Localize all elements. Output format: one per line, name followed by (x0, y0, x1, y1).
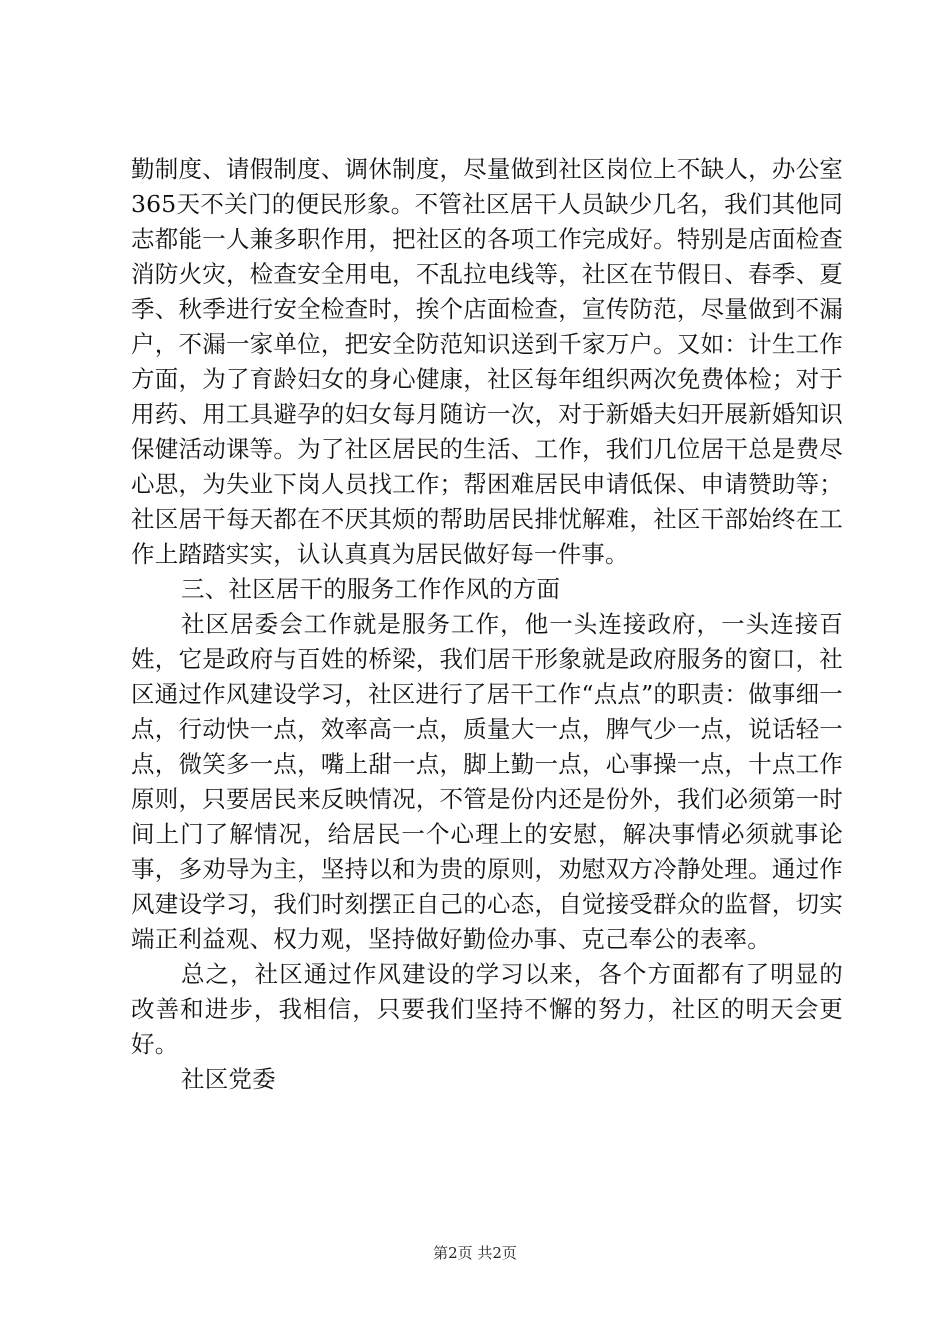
paragraph-service-style: 社区居委会工作就是服务工作，他一头连接政府，一头连接百姓，它是政府与百姓的桥梁，我们居干形象就是政府服务的窗口，社区通过作风建设学习，社区进行了居干工作“点点”的职责：做事细一点，行动快一点，效率高一点，质量大一点，脾气少一点，说话轻一点，微笑多一点，嘴上甜一点，脚上勤一点，心事操一点，十点工作原则，只要居民来反映情况，不管是份内还是份外，我们必须第一时间上门了解情况，给居民一个心理上的安慰，解决事情必须就事论事，多劝导为主，坚持以和为贵的原则，劝慰双方冷静处理。通过作风建设学习，我们时刻摆正自己的心态，自觉接受群众的监督，切实端正利益观、权力观，坚持做好勤俭办事、克己奉公的表率。 (131, 610, 843, 953)
section-heading: 三、社区居干的服务工作作风的方面 (181, 575, 561, 603)
signature: 社区党委 (181, 1065, 276, 1093)
page-indicator: 第2页 共2页 (433, 1244, 517, 1262)
paragraph-continued: 勤制度、请假制度、调休制度，尽量做到社区岗位上不缺人，办公室365天不关门的便民形象。不管社区居干人员缺少几名，我们其他同志都能一人兼多职作用，把社区的各项工作完成好。特别是店面检查消防火灾，检查安全用电，不乱拉电线等，社区在节假日、春季、夏季、秋季进行安全检查时，挨个店面检查，宣传防范，尽量做到不漏户，不漏一家单位，把安全防范知识送到千家万户。又如：计生工作方面，为了育龄妇女的身心健康，社区每年组织两次免费体检；对于用药、用工具避孕的妇女每月随访一次，对于新婚夫妇开展新婚知识保健活动课等。为了社区居民的生活、工作，我们几位居干总是费尽心思，为失业下岗人员找工作；帮困难居民申请低保、申请赞助等；社区居干每天都在不厌其烦的帮助居民排忧解难，社区干部始终在工作上踏踏实实，认认真真为居民做好每一件事。 (131, 155, 843, 568)
paragraph-conclusion: 总之，社区通过作风建设的学习以来，各个方面都有了明显的改善和进步，我相信，只要我们坚持不懈的努力，社区的明天会更好。 (131, 960, 843, 1058)
page-footer (0, 1243, 950, 1263)
document-body (131, 152, 843, 1097)
